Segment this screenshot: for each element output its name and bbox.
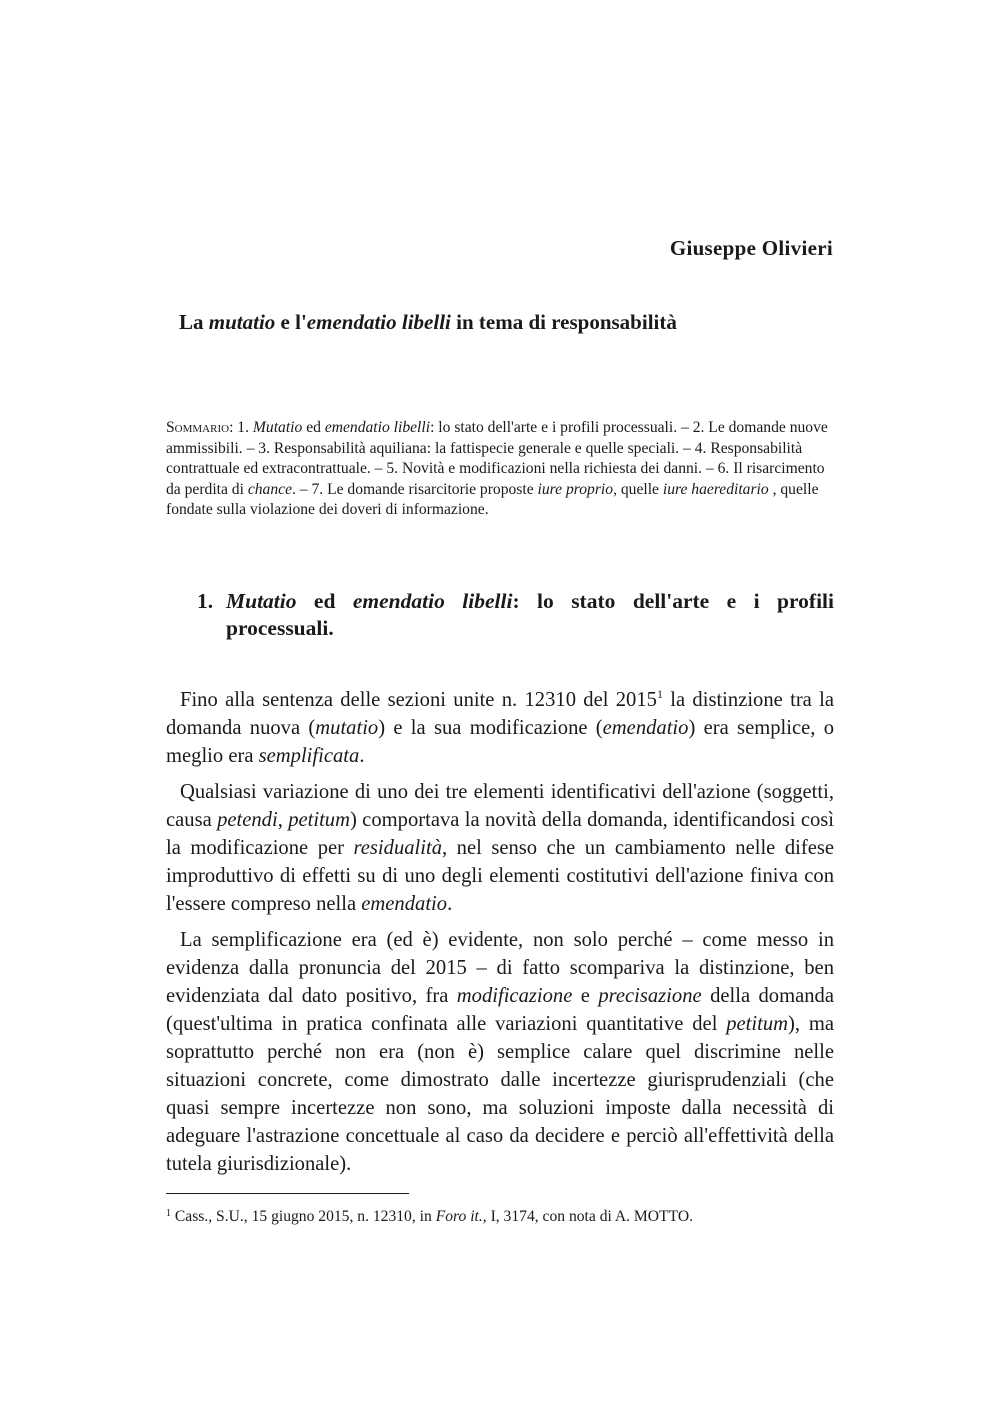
paragraph: Fino alla sentenza delle sezioni unite n. 12310 del 2015$^1$ la distinzione tra la domanda nuova (mutatio) e la sua modificazione (emendatio) era semplice, o meglio era semplificata. [166,687,834,767]
footnote-divider [166,1193,409,1194]
summary-block: Sommario: 1. Mutatio ed emendatio libelli: lo stato dell'arte e i profili processuali. – 2. Le domande nuove ammissibili. – 3. Responsabilità aquiliana: la fattispecie generale e quelle speciali. – 4. Responsabilità contrattuale ed extracontrattuale. – 5. Novità e modificazioni nella richiesta dei danni. – 6. Il risarcimento da perdita di chance. – 7. Le domande risarcitorie proposte iure proprio, quelle iure haereditario , quelle fondate sulla violazione dei doveri di informazione. [166,419,828,519]
footnote: $^1$ Cass., S.U., 15 giugno 2015, n. 12310, in Foro it., I, 3174, con nota di A. MOTTO. [166,1208,693,1225]
paragraph: La semplificazione era (ed è) evidente, non solo perché – come messo in evidenza dalla pronuncia del 2015 – di fatto scompariva la distinzione, ben evidenziata dal dato positivo, fra modificazione e precisazione della domanda (quest'ultima in pratica confinata alle variazioni quantitative del petitum), ma soprattutto perché non era (non è) semplice calare quel discrimine nelle situazioni concrete, come dimostrato dalle incertezze giurisprudenziali (che quasi sempre incertezze non sono, ma soluzioni imposte dalla necessità di adeguare l'astrazione concettuale al caso da decidere e perciò all'effettività della tutela giurisdizionale). [166,929,834,1175]
body-text [166,686,834,1186]
paragraph: Qualsiasi variazione di uno dei tre elementi identificativi dell'azione (soggetti, causa petendi, petitum) comportava la novità della domanda, identificandosi così la modificazione per residualità, nel senso che un cambiamento nelle difese improduttivo di effetti su di uno degli elementi costitutivi dell'azione finiva con l'essere compreso nella emendatio. [166,781,835,915]
footnote-reference[interactable]: 1 [656,687,663,701]
author-name: Giuseppe Olivieri [669,236,833,260]
summary-label: Sommario [166,419,230,436]
article-title: La mutatio e l'emendatio libelli in tema di responsabilità [179,310,677,334]
section-number: 1. [197,589,214,613]
section-title: Mutatio ed emendatio libelli: lo stato dell'arte e i profili processuali. [226,589,834,640]
section-heading [197,588,834,642]
footnote-number: 1 [166,1208,171,1219]
